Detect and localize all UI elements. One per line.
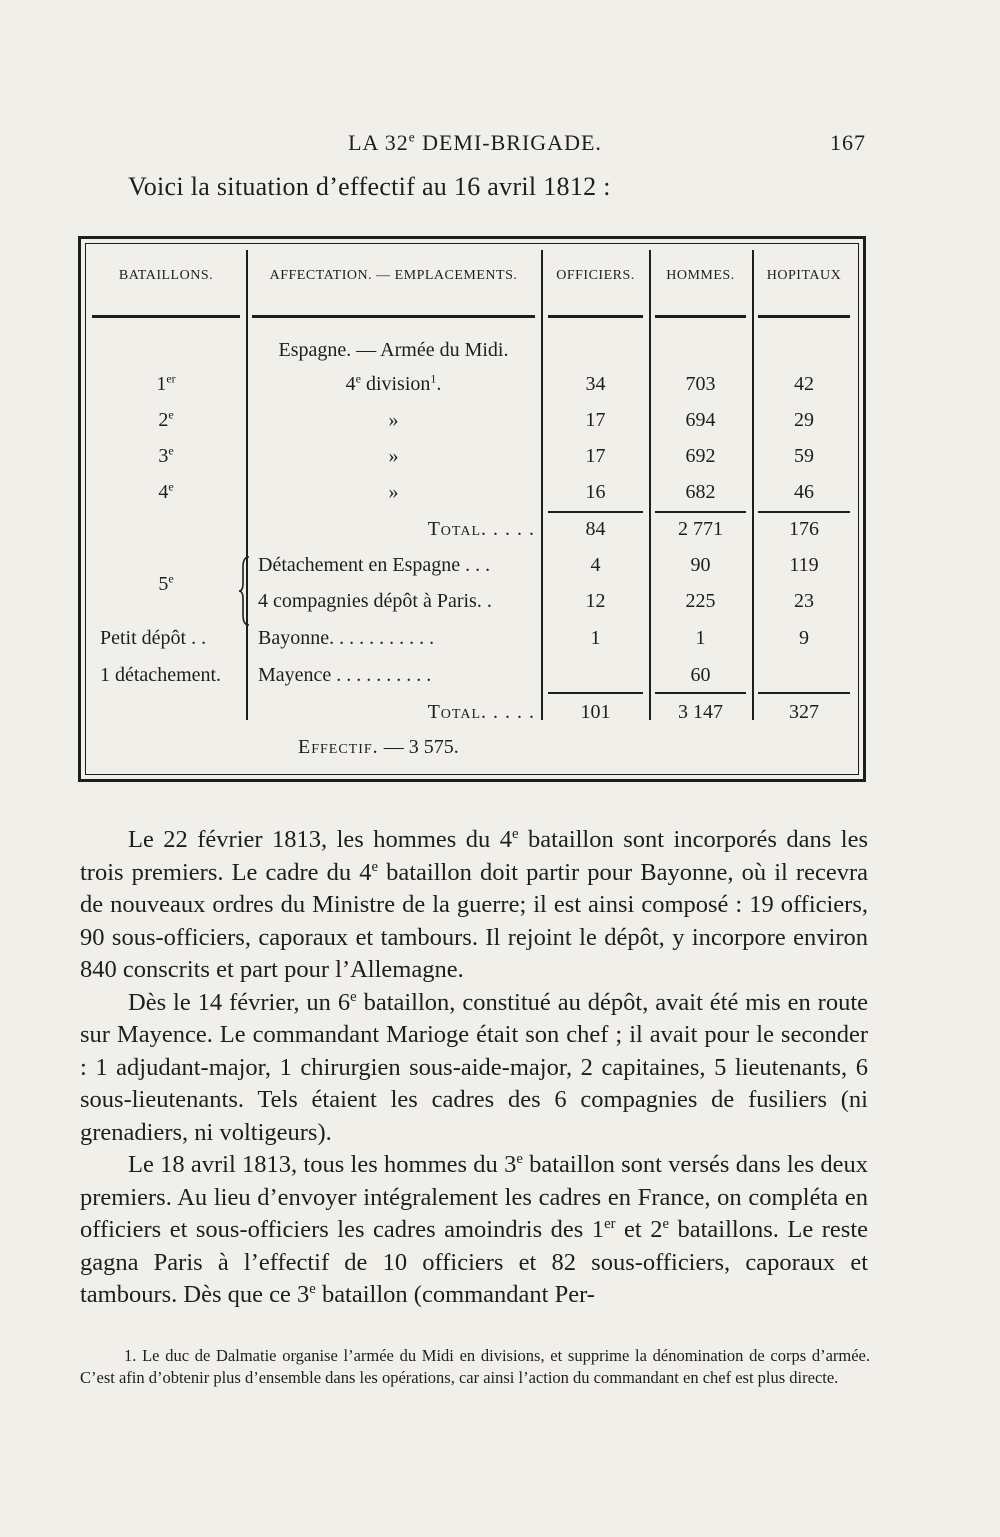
col-rule-1 bbox=[246, 250, 248, 720]
detachement-hommes: 60 bbox=[690, 664, 711, 686]
running-title bbox=[80, 130, 870, 156]
bat-sup: e bbox=[168, 479, 174, 494]
total-rule-1 bbox=[548, 511, 643, 513]
total-rule-2 bbox=[655, 511, 746, 513]
row-2-bataillon bbox=[92, 408, 240, 432]
bat-number: 4 bbox=[158, 481, 169, 503]
footnote-text: Le duc de Dalmatie organise l’armée du Midi en divisions, et supprime la dénomination de corps d’armée. C’est afin d’obtenir plus d’ensemble dans les opérations, car ainsi l’action du commandant en chef est plus directe. bbox=[80, 1346, 870, 1387]
row-5b-hopitaux: 23 bbox=[794, 590, 814, 612]
row-3-hopitaux: 59 bbox=[794, 445, 814, 467]
header-rule-5 bbox=[758, 315, 850, 318]
text-run: Le 18 avril 1813, tous les hommes du 3 bbox=[128, 1151, 517, 1178]
col-rule-4 bbox=[752, 250, 754, 720]
header-rule-4 bbox=[655, 315, 746, 318]
row-1-bataillon bbox=[92, 372, 240, 396]
total-label: Total. . . . . bbox=[427, 518, 535, 540]
petit-depot-bataillon: Petit dépôt . . bbox=[100, 627, 207, 649]
row-1-hommes: 703 bbox=[685, 373, 716, 395]
row-3-bataillon bbox=[92, 444, 240, 468]
text-run: bataillon doit partir pour Bayonne, où il recevra de nouveaux ordres du Ministre de la guerre; il est ainsi composé : 19 officiers, 90 sous-officiers, caporaux et tambours. Il rejoint le dépôt, y incorpore environ 840 conscrits et part pour l’Allemagne. bbox=[80, 858, 868, 983]
effectif-line bbox=[298, 735, 459, 759]
page-number: 167 bbox=[830, 130, 866, 155]
text-run: bataillon (commandant Per- bbox=[315, 1281, 595, 1308]
paragraph bbox=[80, 824, 868, 987]
grand-total-label: Total. . . . . bbox=[427, 701, 535, 723]
text-run: bataillon, constitué au dépôt, avait été mis en route sur Mayence. Le commandant Marioge était son chef ; il avait pour le seconder : 1 adjudant-major, 1 chirurgien sous-aide-major, 2 capitaines, 5 lieutenants, 6 sous-lieutenants. Tels étaient les cadres des 6 compagnies de fusiliers (ni grenadiers, ni voltigeurs). bbox=[80, 988, 869, 1146]
grand-total-officiers: 101 bbox=[580, 701, 611, 723]
row-4-bataillon bbox=[92, 480, 240, 504]
grand-total-hommes: 3 147 bbox=[678, 701, 723, 723]
ordinal-sup: e bbox=[512, 825, 519, 842]
header-rule-2 bbox=[252, 315, 535, 318]
petit-depot-affectation: Bayonne. . . . . . . . . . . bbox=[258, 627, 435, 649]
row-5b-hommes: 225 bbox=[685, 590, 716, 612]
running-title-rest: DEMI-BRIGADE. bbox=[415, 130, 602, 155]
row-4-hopitaux: 46 bbox=[794, 481, 814, 503]
text-run: Dès le 14 février, un 6 bbox=[128, 988, 351, 1016]
footnote-number: 1. bbox=[124, 1346, 137, 1365]
ordinal-sup: e bbox=[350, 988, 357, 1005]
header-hommes: HOMMES. bbox=[666, 268, 735, 283]
brace bbox=[238, 555, 252, 627]
bat-sup: e bbox=[168, 571, 174, 586]
ordinal-sup: er bbox=[604, 1215, 616, 1232]
footnote bbox=[80, 1345, 870, 1389]
bat-sup: e bbox=[168, 443, 174, 458]
bat-sup: er bbox=[166, 371, 176, 386]
footnote-paragraph bbox=[80, 1345, 870, 1389]
bat-sup: e bbox=[168, 407, 174, 422]
footnote-ref: 1 bbox=[430, 371, 437, 386]
text-run: Le 22 février 1813, les hommes du 4 bbox=[128, 826, 513, 853]
col-rule-3 bbox=[649, 250, 651, 720]
petit-depot-officiers: 1 bbox=[590, 627, 601, 649]
running-title-sup: e bbox=[408, 129, 416, 145]
row-2-affectation: » bbox=[388, 409, 399, 431]
paragraph bbox=[80, 1149, 868, 1312]
row-5b-affectation: 4 compagnies dépôt à Paris. . bbox=[258, 590, 492, 612]
text-run: bataillon sont incorporés dans les trois premiers. Le cadre du 4 bbox=[80, 826, 868, 886]
row-2-officiers: 17 bbox=[585, 409, 606, 431]
table-inner-border bbox=[85, 243, 859, 775]
total-rule-3 bbox=[758, 511, 850, 513]
header-rule-3 bbox=[548, 315, 643, 318]
row-4-affectation: » bbox=[388, 481, 399, 503]
row-5a-officiers: 4 bbox=[590, 554, 601, 576]
bat-number: 3 bbox=[158, 445, 169, 467]
total-rule-6 bbox=[758, 692, 850, 694]
row-2-hopitaux: 29 bbox=[794, 409, 814, 431]
detachement-bataillon: 1 détachement. bbox=[100, 664, 222, 686]
row-5a-hopitaux: 119 bbox=[789, 554, 819, 576]
bat-number: 1 bbox=[156, 373, 167, 395]
text-run: et 2 bbox=[615, 1216, 663, 1243]
detachement-affectation: Mayence . . . . . . . . . . bbox=[258, 664, 432, 686]
army-line: Espagne. — Armée du Midi. bbox=[278, 339, 509, 361]
division-end: . bbox=[436, 373, 442, 395]
row-3-hommes: 692 bbox=[685, 445, 716, 467]
petit-depot-hommes: 1 bbox=[695, 627, 706, 649]
body-text bbox=[80, 824, 868, 1312]
grand-total-hopitaux: 327 bbox=[789, 701, 819, 723]
row-2-hommes: 694 bbox=[685, 409, 716, 431]
header-rule-1 bbox=[92, 315, 240, 318]
petit-depot-hopitaux: 9 bbox=[799, 627, 809, 649]
row-1-affectation bbox=[252, 372, 535, 396]
ordinal-sup: e bbox=[662, 1215, 669, 1232]
total-rule-4 bbox=[548, 692, 643, 694]
row-4-hommes: 682 bbox=[685, 481, 716, 503]
row-5a-hommes: 90 bbox=[690, 554, 711, 576]
header-affectation: AFFECTATION. — EMPLACEMENTS. bbox=[269, 268, 518, 283]
running-title-text: LA 32 bbox=[348, 130, 409, 155]
row-4-officiers: 16 bbox=[585, 481, 606, 503]
ordinal-sup: e bbox=[309, 1280, 316, 1297]
effectif-label: Effectif. bbox=[298, 736, 379, 758]
col-rule-2 bbox=[541, 250, 543, 720]
total-hopitaux: 176 bbox=[789, 518, 819, 540]
row-1-hopitaux: 42 bbox=[794, 373, 814, 395]
division-text: division bbox=[360, 373, 431, 395]
total-officiers: 84 bbox=[585, 518, 606, 540]
division-number: 4 bbox=[345, 373, 356, 395]
text-run: bataillons. Le reste gagna Paris à l’effectif de 10 officiers et 82 sous-officiers, caporaux et tambours. Dès que ce 3 bbox=[80, 1216, 869, 1308]
row-1-officiers: 34 bbox=[585, 373, 606, 395]
row-3-affectation: » bbox=[388, 445, 399, 467]
ordinal-sup: e bbox=[371, 858, 379, 875]
total-rule-5 bbox=[655, 692, 746, 694]
bat-number: 2 bbox=[158, 409, 169, 431]
paragraph bbox=[80, 987, 868, 1150]
row-5a-affectation: Détachement en Espagne . . . bbox=[258, 554, 491, 576]
row-5b-officiers: 12 bbox=[585, 590, 606, 612]
header-bataillons: BATAILLONS. bbox=[118, 268, 214, 283]
intro-sentence: Voici la situation d’effectif au 16 avril 1812 : bbox=[128, 172, 611, 201]
bat-number: 5 bbox=[158, 573, 169, 595]
header-officiers: OFFICIERS. bbox=[556, 268, 635, 283]
total-hommes: 2 771 bbox=[678, 518, 723, 540]
text-run: bataillon sont versés dans les deux premiers. Au lieu d’envoyer intégralement les cadres en France, on compléta en officiers et sous-officiers les cadres amoindris des 1 bbox=[80, 1151, 868, 1243]
row-3-officiers: 17 bbox=[585, 445, 606, 467]
row-5-bataillon bbox=[92, 572, 240, 596]
running-head bbox=[80, 130, 870, 164]
effectif-value: — 3 575. bbox=[383, 736, 459, 758]
ordinal-sup: e bbox=[516, 1150, 523, 1167]
header-hopitaux: HOPITAUX bbox=[766, 268, 842, 283]
division-sup: e bbox=[355, 371, 361, 386]
